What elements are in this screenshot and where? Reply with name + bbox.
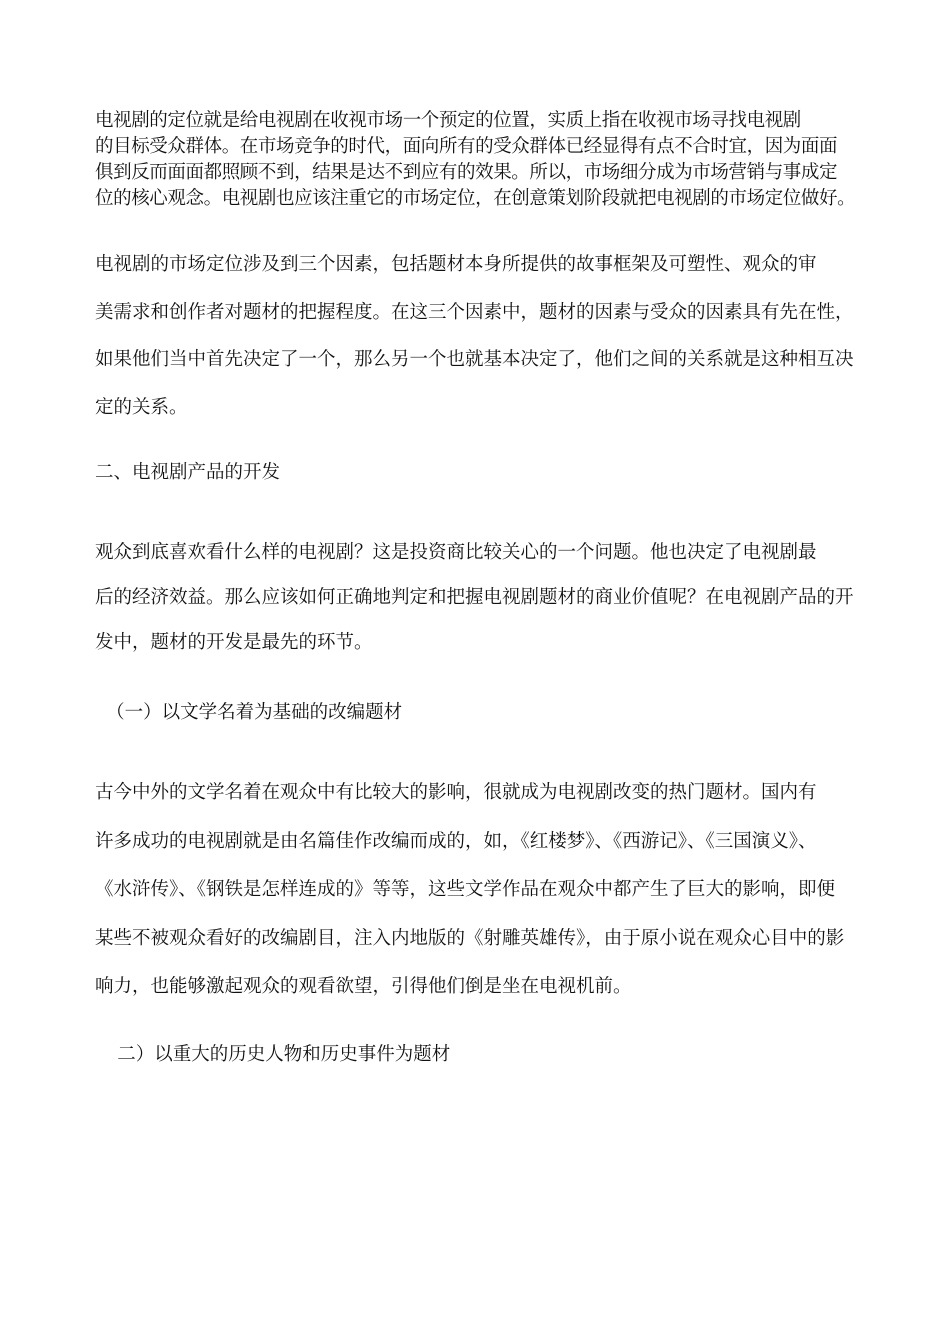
text-line: 美需求和创作者对题材的把握程度。在这三个因素中，题材的因素与受众的因素具有先在性， — [95, 301, 854, 323]
heading-text: （一）以文学名着为基础的改编题材 — [106, 702, 403, 723]
text-line: 发中，题材的开发是最先的环节。 — [95, 632, 373, 653]
paragraph-positioning — [58, 108, 900, 212]
text-line: 古今中外的文学名着在观众中有比较大的影响，很就成为电视剧改变的热门题材。国内有 — [95, 782, 817, 803]
section-heading-product-development — [58, 460, 900, 486]
text-line: 位的核心观念。电视剧也应该注重它的市场定位，在创意策划阶段就把电视剧的市场定位做好。 — [95, 188, 856, 209]
text-line: 某些不被观众看好的改编剧目，注入内地版的《射雕英雄传》，由于原小说在观众心目中的影 — [95, 927, 845, 949]
heading-text: 二、电视剧产品的开发 — [95, 462, 281, 483]
text-line: 《水浒传》、《钢铁是怎样连成的》等等，这些文学作品在观众中都产生了巨大的影响，即便 — [95, 879, 836, 900]
text-line: 的目标受众群体。在市场竞争的时代，面向所有的受众群体已经显得有点不合时宜，因为面面 — [95, 136, 838, 157]
text-line: 定的关系。 — [95, 396, 188, 418]
text-line: 电视剧的定位就是给电视剧在收视市场一个预定的位置，实质上指在收视市场寻找电视剧 — [95, 110, 801, 131]
text-line: 许多成功的电视剧就是由名篇佳作改编而成的，如，《红楼梦》、《西游记》、《三国演义》、 — [95, 830, 817, 852]
subheading-historical-subjects — [58, 1042, 900, 1068]
text-line: 响力，也能够激起观众的观看欲望，引得他们倒是坐在电视机前。 — [95, 976, 632, 997]
text-line: 俱到反而面面都照顾不到，结果是达不到应有的效果。所以，市场细分成为市场营销与事成定 — [95, 162, 838, 183]
text-line: 后的经济效益。那么应该如何正确地判定和把握电视剧题材的商业价值呢？在电视剧产品的开 — [95, 587, 854, 608]
paragraph-literary-classics — [58, 769, 900, 1012]
text-line: 观众到底喜欢看什么样的电视剧？这是投资商比较关心的一个问题。他也决定了电视剧最 — [95, 542, 817, 563]
heading-text: 二）以重大的历史人物和历史事件为题材 — [117, 1044, 451, 1065]
paragraph-market-factors — [58, 241, 900, 431]
text-line: 如果他们当中首先决定了一个，那么另一个也就基本决定了，他们之间的关系就是这种相互决 — [95, 349, 854, 370]
paragraph-audience-preference — [58, 530, 900, 665]
text-line: 电视剧的市场定位涉及到三个因素，包括题材本身所提供的故事框架及可塑性、观众的审 — [95, 254, 817, 275]
subheading-literary-adaptation — [58, 700, 900, 726]
